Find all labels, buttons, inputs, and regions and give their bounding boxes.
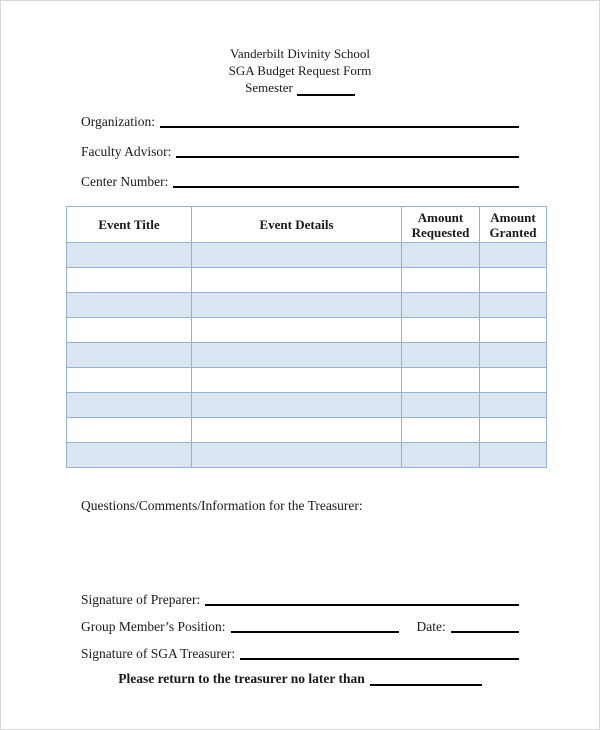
header-event-title: Event Title bbox=[67, 207, 192, 243]
preparer-signature-label: Signature of Preparer: bbox=[81, 592, 201, 607]
table-cell[interactable] bbox=[402, 393, 480, 418]
table-header-row bbox=[67, 207, 547, 243]
table-cell[interactable] bbox=[192, 443, 402, 468]
table-row bbox=[67, 243, 547, 268]
header-amount-granted: Amount Granted bbox=[480, 207, 547, 243]
budget-table-head bbox=[67, 207, 547, 243]
return-notice-inner bbox=[118, 671, 482, 687]
table-cell[interactable] bbox=[402, 368, 480, 393]
sga-treasurer-signature-fill-line[interactable] bbox=[240, 647, 519, 660]
table-cell[interactable] bbox=[480, 443, 547, 468]
table-row bbox=[67, 268, 547, 293]
table-cell[interactable] bbox=[480, 343, 547, 368]
comments-section bbox=[81, 498, 519, 514]
table-cell[interactable] bbox=[192, 268, 402, 293]
center-number-label: Center Number: bbox=[81, 174, 169, 189]
date-label: Date: bbox=[416, 619, 446, 634]
center-number-row bbox=[81, 172, 519, 190]
table-row bbox=[67, 393, 547, 418]
sga-treasurer-signature-label: Signature of SGA Treasurer: bbox=[81, 646, 236, 661]
preparer-signature-fill-line[interactable] bbox=[205, 593, 519, 606]
center-number-fill-line[interactable] bbox=[173, 175, 519, 188]
form-title: SGA Budget Request Form bbox=[228, 63, 372, 78]
table-row bbox=[67, 293, 547, 318]
header-amount-requested: Amount Requested bbox=[402, 207, 480, 243]
signature-section bbox=[81, 590, 519, 662]
table-cell[interactable] bbox=[67, 293, 192, 318]
form-header bbox=[1, 45, 599, 96]
table-cell[interactable] bbox=[480, 393, 547, 418]
table-cell[interactable] bbox=[480, 243, 547, 268]
treasurer-comments-label: Questions/Comments/Information for the Treasurer: bbox=[81, 498, 363, 513]
table-cell[interactable] bbox=[402, 293, 480, 318]
faculty-advisor-fill-line[interactable] bbox=[176, 145, 519, 158]
table-cell[interactable] bbox=[67, 343, 192, 368]
return-notice-label: Please return to the treasurer no later than bbox=[118, 671, 365, 686]
return-notice bbox=[1, 671, 599, 687]
table-cell[interactable] bbox=[67, 368, 192, 393]
table-cell[interactable] bbox=[67, 418, 192, 443]
faculty-advisor-row bbox=[81, 142, 519, 160]
organization-fill-line[interactable] bbox=[160, 115, 519, 128]
school-title: Vanderbilt Divinity School bbox=[229, 46, 371, 61]
organization-label: Organization: bbox=[81, 114, 155, 129]
table-row bbox=[67, 318, 547, 343]
table-cell[interactable] bbox=[67, 318, 192, 343]
sga-treasurer-signature-row bbox=[81, 644, 519, 662]
table-cell[interactable] bbox=[192, 293, 402, 318]
table-cell[interactable] bbox=[402, 418, 480, 443]
table-cell[interactable] bbox=[480, 318, 547, 343]
organization-row bbox=[81, 112, 519, 130]
budget-table-body bbox=[67, 243, 547, 468]
semester-row bbox=[245, 79, 355, 96]
semester-fill-line[interactable] bbox=[297, 83, 355, 96]
table-cell[interactable] bbox=[192, 343, 402, 368]
table-cell[interactable] bbox=[402, 243, 480, 268]
return-date-fill-line[interactable] bbox=[370, 673, 482, 686]
table-cell[interactable] bbox=[192, 243, 402, 268]
table-cell[interactable] bbox=[192, 368, 402, 393]
table-row bbox=[67, 368, 547, 393]
table-cell[interactable] bbox=[192, 393, 402, 418]
preparer-signature-row bbox=[81, 590, 519, 608]
table-cell[interactable] bbox=[67, 443, 192, 468]
table-cell[interactable] bbox=[402, 268, 480, 293]
table-cell[interactable] bbox=[67, 393, 192, 418]
budget-table bbox=[66, 206, 547, 468]
table-cell[interactable] bbox=[67, 268, 192, 293]
header-event-details: Event Details bbox=[192, 207, 402, 243]
faculty-advisor-label: Faculty Advisor: bbox=[81, 144, 172, 159]
table-cell[interactable] bbox=[192, 418, 402, 443]
table-cell[interactable] bbox=[67, 243, 192, 268]
table-cell[interactable] bbox=[402, 343, 480, 368]
table-cell[interactable] bbox=[402, 443, 480, 468]
table-row bbox=[67, 418, 547, 443]
table-cell[interactable] bbox=[480, 293, 547, 318]
table-cell[interactable] bbox=[480, 368, 547, 393]
top-fields bbox=[81, 112, 519, 190]
semester-label: Semester bbox=[245, 80, 293, 95]
table-cell[interactable] bbox=[192, 318, 402, 343]
member-position-fill-line[interactable] bbox=[231, 620, 399, 633]
table-cell[interactable] bbox=[480, 418, 547, 443]
table-cell[interactable] bbox=[480, 268, 547, 293]
member-position-label: Group Member’s Position: bbox=[81, 619, 226, 634]
table-cell[interactable] bbox=[402, 318, 480, 343]
table-row bbox=[67, 443, 547, 468]
date-fill-line[interactable] bbox=[451, 620, 519, 633]
position-date-row bbox=[81, 617, 519, 635]
table-row bbox=[67, 343, 547, 368]
